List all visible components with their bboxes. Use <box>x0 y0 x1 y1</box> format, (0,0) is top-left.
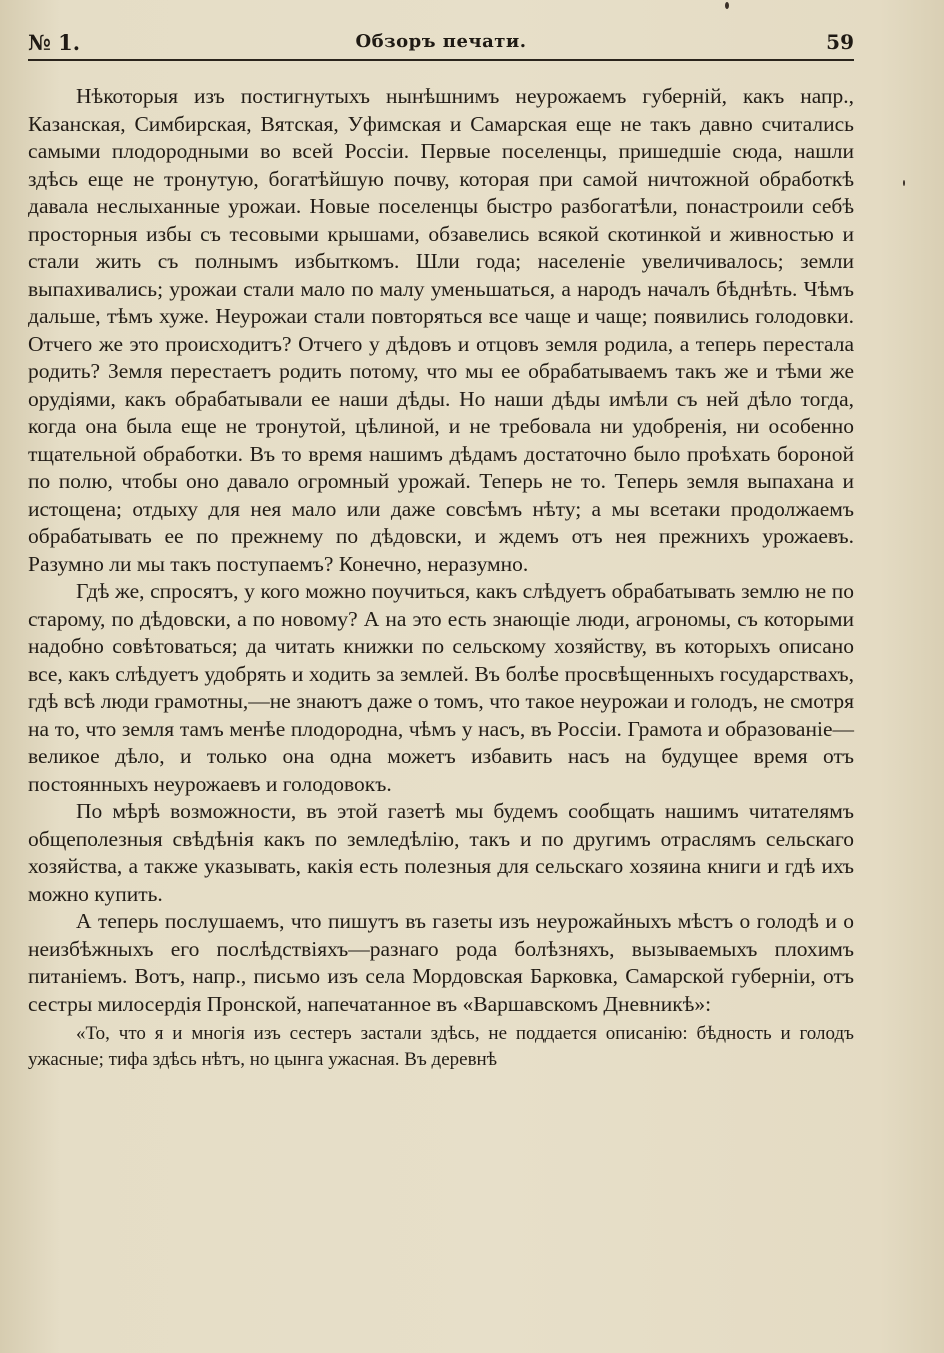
quoted-letter: «То, что я и многія изъ сестеръ застали здѣсь, не поддается описанію: бѣдность и голодъ ужасные; тифа здѣсь нѣтъ, но цынга ужасная. Въ деревнѣ <box>28 1023 854 1070</box>
paragraph-3: По мѣрѣ возможности, въ этой газетѣ мы будемъ сообщать нашимъ читателямъ общеполезныя свѣдѣнія какъ по земледѣлію, такъ и по другимъ отраслямъ сельскаго хозяйства, а также указывать, какія есть полезныя для сельскаго хозяина книги и гдѣ ихъ можно купить. <box>28 799 854 906</box>
print-speck <box>903 180 905 186</box>
print-speck <box>725 2 729 9</box>
paragraph-1: Нѣкоторыя изъ постигнутыхъ нынѣшнимъ неурожаемъ губерній, какъ напр., Казанская, Симбирская, Вятская, Уфимская и Самарская еще не такъ давно считались самыми плодородными во всей Россіи. Первые поселенцы, пришедшіе сюда, нашли здѣсь еще не тронутую, богатѣйшую почву, которая при самой ничтожной обработкѣ давала неслыханные урожаи. Новые поселенцы быстро разбогатѣли, понастроили себѣ просторныя избы съ тесовыми крышами, обзавелись всякой скотинкой и живностью и стали жить съ полнымъ избыткомъ. Шли года; населеніе увеличивалось; земли выпахивались; урожаи стали мало по малу уменьшаться, а народъ началъ бѣднѣть. Чѣмъ дальше, тѣмъ хуже. Неурожаи стали повторяться все чаще и чаще; появились голодовки. Отчего же это происходитъ? Отчего у дѣдовъ и отцовъ земля родила, а теперь перестала родить? Земля перестаетъ родить потому, что мы ее обрабатываемъ такъ же и тѣми же орудіями, какъ обрабатывали ее наши дѣды. Но наши дѣды имѣли съ ней дѣло тогда, когда она была еще не тронутой, цѣлиной, и не требовала ни удобренія, ни особенно тщательной обработки. Въ то время нашимъ дѣдамъ достаточно было проѣхать бороной по полю, чтобы оно давало огромный урожай. Теперь не то. Теперь земля выпахана и истощена; отдыху для нея мало или даже совсѣмъ нѣту; а мы всетаки продолжаемъ обрабатывать ее по прежнему по дѣдовски, и ждемъ отъ нея прежнихъ урожаевъ. Разумно ли мы такъ поступаемъ? Конечно, неразумно. <box>28 84 854 576</box>
paragraph-4: А теперь послушаемъ, что пишутъ въ газеты изъ неурожайныхъ мѣстъ о голодѣ и о неизбѣжныхъ его послѣдствіяхъ—разнаго рода болѣзняхъ, вызываемыхъ плохимъ питаніемъ. Вотъ, напр., письмо изъ села Мордовская Барковка, Самарской губерніи, отъ сестры милосердія Пронской, напечатанное въ «Варшавскомъ Дневникѣ»: <box>28 909 854 1016</box>
article-body <box>28 83 854 1073</box>
page-number: 59 <box>826 30 854 54</box>
section-title: Обзоръ печати. <box>355 31 527 52</box>
issue-number: № 1. <box>28 30 81 55</box>
running-head <box>28 24 854 58</box>
header-rule <box>28 59 854 61</box>
paragraph-2: Гдѣ же, спросятъ, у кого можно поучиться, какъ слѣдуетъ обрабатывать землю не по старому, по дѣдовски, а по новому? А на это есть знающіе люди, агрономы, съ которыми надобно совѣтоваться; да читать книжки по сельскому хозяйству, въ которыхъ описано все, какъ слѣдуетъ удобрять и ходить за землей. Въ болѣе просвѣщенныхъ государствахъ, гдѣ всѣ люди грамотны,—не знаютъ даже о томъ, что такое неурожаи и голодъ, не смотря на то, что земля тамъ менѣе плодородна, чѣмъ у насъ, въ Россіи. Грамота и образованіе—великое дѣло, и только она одна можетъ избавить насъ на будущее время отъ постоянныхъ неурожаевъ и голодовокъ. <box>28 579 854 796</box>
